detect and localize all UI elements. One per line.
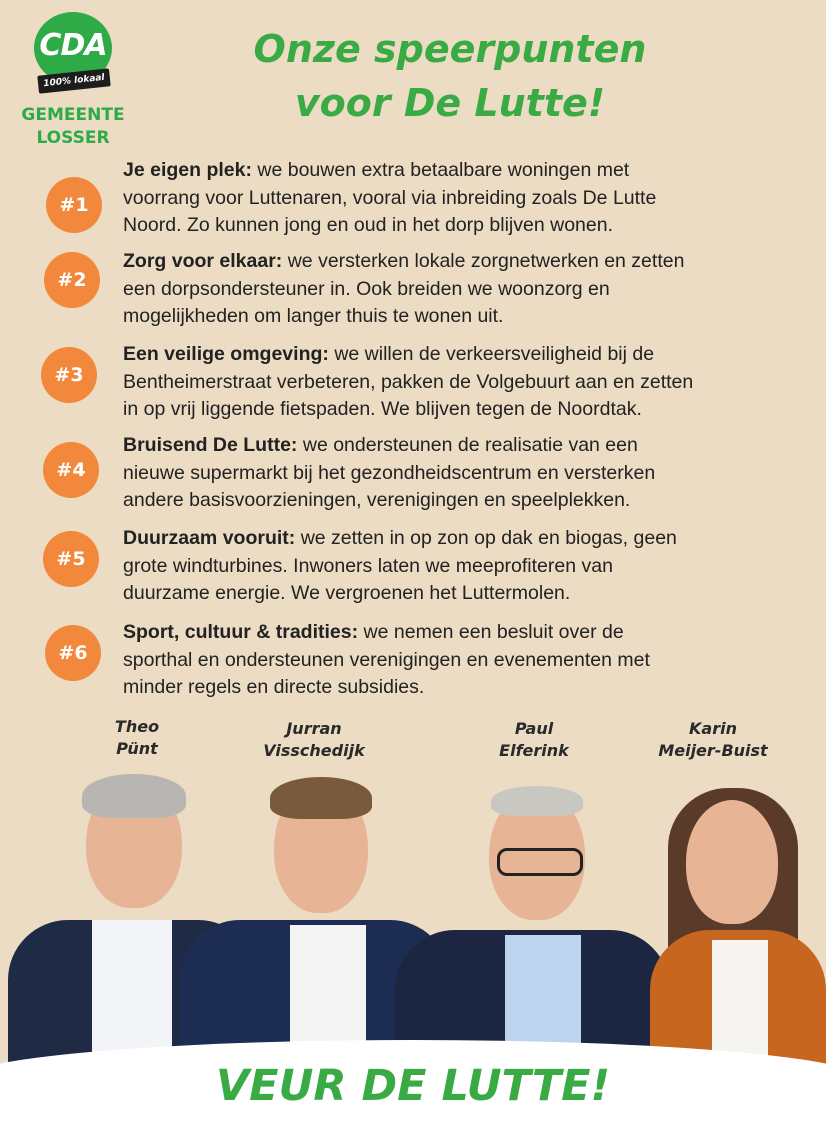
- point-line: nieuwe supermarkt bij het gezondheidscentrum en versterken: [123, 461, 656, 484]
- point-line: voorrang voor Luttenaren, vooral via inbreiding zoals De Lutte: [123, 186, 657, 209]
- point-line: een dorpsondersteuner in. Ook breiden we woonzorg en: [123, 277, 610, 300]
- hair: [82, 774, 186, 818]
- candidate-photo-4: [642, 780, 826, 1080]
- point-heading: Bruisend De Lutte:: [123, 434, 298, 456]
- candidate-photos: [0, 760, 826, 1080]
- point-text: [123, 157, 823, 240]
- point-line: we willen de verkeersveiligheid bij de: [334, 343, 655, 365]
- point-heading: Duurzaam vooruit:: [123, 527, 296, 549]
- municipality-line1: GEMEENTE: [21, 105, 125, 125]
- point-heading: Een veilige omgeving:: [123, 343, 329, 365]
- cda-logo: [34, 12, 112, 92]
- point-line: mogelijkheden om langer thuis te wonen uit.: [123, 305, 504, 327]
- point-line: minder regels en directe subsidies.: [123, 676, 425, 698]
- number-badge: #1: [46, 177, 102, 233]
- candidate-last-name: Visschedijk: [263, 741, 365, 760]
- candidate-last-name: Meijer-Buist: [658, 741, 768, 760]
- number-badge: #4: [43, 442, 99, 498]
- candidate-first-name: Theo: [114, 717, 160, 736]
- logo-tagline: 100% lokaal: [37, 68, 110, 93]
- number-badge: #2: [44, 252, 100, 308]
- point-line: we zetten in op zon op dak en biogas, geen: [300, 527, 677, 549]
- number-badge: #6: [45, 625, 101, 681]
- point-heading: Sport, cultuur & tradities:: [123, 621, 359, 643]
- hair: [491, 786, 583, 816]
- point-line: we ondersteunen de realisatie van een: [302, 434, 638, 456]
- point-text: [123, 525, 823, 608]
- point-text: [123, 619, 823, 702]
- hair: [270, 777, 372, 819]
- point-line: Noord. Zo kunnen jong en oud in het dorp blijven wonen.: [123, 214, 614, 236]
- candidate-last-name: Pünt: [116, 739, 158, 758]
- point-line: we versterken lokale zorgnetwerken en zetten: [287, 250, 685, 272]
- logo-name: CDA: [39, 28, 107, 63]
- point-text: [123, 248, 823, 331]
- point-line: in op vrij liggende fietspaden. We blijven tegen de Noordtak.: [123, 398, 642, 420]
- candidate-first-name: Jurran: [286, 719, 342, 738]
- point-text: [123, 432, 823, 515]
- candidate-name: [633, 718, 793, 762]
- title-line1: Onze speerpunten: [253, 27, 647, 71]
- number-badge: #3: [41, 347, 97, 403]
- candidate-name: [234, 718, 394, 762]
- title-line2: voor De Lutte!: [294, 81, 606, 125]
- municipality-label: [0, 104, 146, 150]
- candidate-first-name: Paul: [514, 719, 554, 738]
- candidate-first-name: Karin: [689, 719, 737, 738]
- candidate-last-name: Elferink: [499, 741, 569, 760]
- number-badge: #5: [43, 531, 99, 587]
- point-line: duurzame energie. We vergroenen het Luttermolen.: [123, 582, 571, 604]
- page-title: [200, 22, 700, 130]
- point-line: we bouwen extra betaalbare woningen met: [257, 159, 630, 181]
- point-text: [123, 341, 823, 424]
- candidate-name: [57, 716, 217, 760]
- footer-slogan: VEUR DE LUTTE!: [215, 1061, 611, 1111]
- point-line: we nemen een besluit over de: [363, 621, 624, 643]
- point-line: sporthal en ondersteunen verenigingen en evenementen met: [123, 648, 650, 671]
- point-line: grote windturbines. Inwoners laten we meeprofiteren van: [123, 554, 613, 577]
- glasses-icon: [497, 848, 583, 876]
- point-heading: Zorg voor elkaar:: [123, 250, 283, 272]
- candidate-photo-3: [395, 780, 670, 1080]
- point-line: andere basisvoorzieningen, verenigingen en speelplekken.: [123, 489, 631, 511]
- face: [686, 800, 778, 924]
- point-line: Bentheimerstraat verbeteren, pakken de Volgebuurt aan en zetten: [123, 370, 694, 393]
- municipality-line2: LOSSER: [36, 128, 110, 148]
- point-heading: Je eigen plek:: [123, 159, 252, 181]
- candidate-name: [454, 718, 614, 762]
